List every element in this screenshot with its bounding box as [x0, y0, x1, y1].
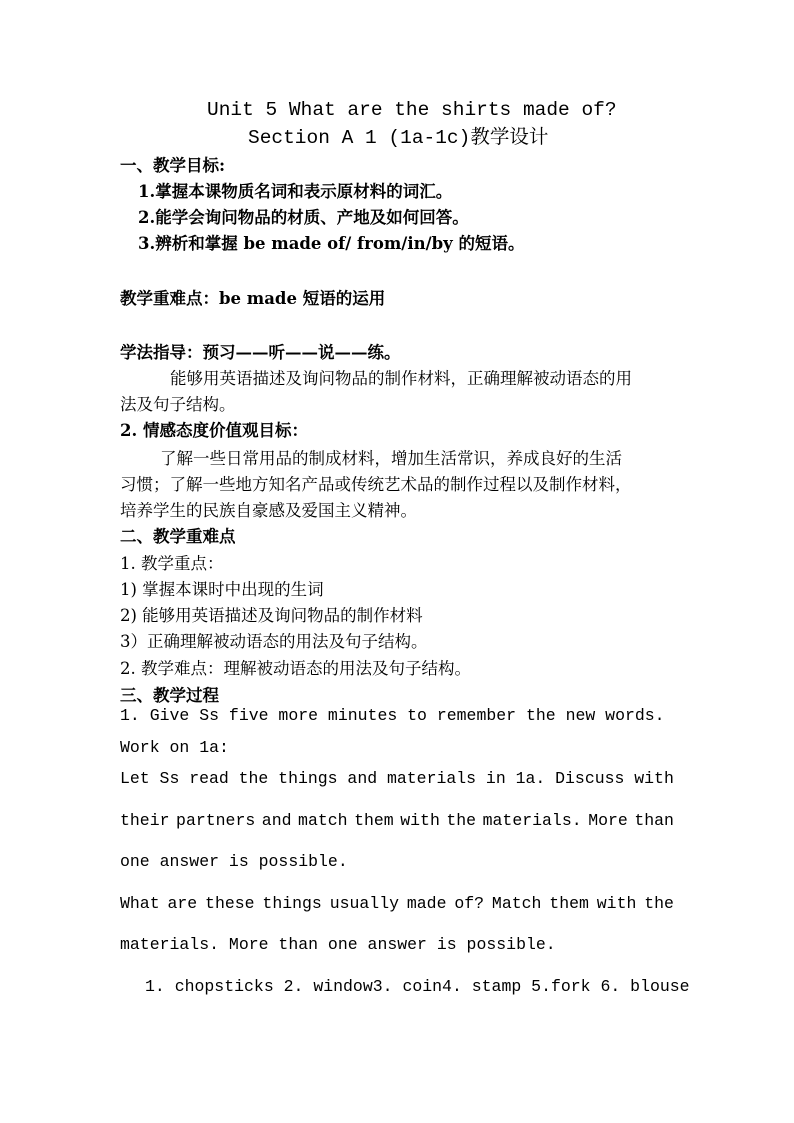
- method-paragraph-line-2: 法及句子结构。: [120, 395, 236, 414]
- difficulty-item-3: 3）正确理解被动语态的用法及句子结构。: [120, 632, 428, 651]
- title-line-2: [248, 127, 548, 148]
- word: are: [167, 894, 198, 913]
- word: made: [406, 894, 447, 913]
- difficulty-item-1: 1) 掌握本课时中出现的生词: [120, 580, 324, 599]
- word: 1a.: [515, 769, 546, 788]
- word: them: [549, 894, 589, 913]
- work-on-1a: Work on 1a:: [120, 738, 229, 757]
- word: with: [634, 769, 674, 788]
- word: Ss: [159, 769, 180, 788]
- word: usually: [329, 894, 400, 913]
- word: with: [400, 811, 440, 830]
- paragraph-1-line-2: [120, 811, 674, 831]
- paragraph-2-line-2: materials. More than one answer is possible.: [120, 935, 556, 954]
- word: Let: [120, 769, 150, 788]
- word: these: [205, 894, 255, 913]
- word: things: [278, 769, 338, 788]
- process-heading: 三、教学过程: [120, 686, 219, 705]
- word: and: [261, 811, 292, 830]
- goal-item-1: 1.掌握本课物质名词和表示原材料的词汇。: [138, 182, 453, 201]
- difficulties-sub-2: 2. 教学难点：理解被动语态的用法及句子结构。: [120, 659, 471, 678]
- word: and: [347, 769, 378, 788]
- items-list: 1. chopsticks 2. window3. coin4. stamp 5.fork 6. blouse: [145, 977, 690, 996]
- emotion-line-2: 习惯；了解一些地方知名产品或传统艺术品的制作过程以及制作材料，: [120, 475, 632, 494]
- emotion-heading: 2. 情感态度价值观目标：: [120, 421, 308, 440]
- word: the: [238, 769, 269, 788]
- goals-heading: 一、教学目标:: [120, 156, 226, 175]
- emotion-line-3: 培养学生的民族自豪感及爱国主义精神。: [120, 501, 417, 520]
- difficulty-item-2: 2) 能够用英语描述及询问物品的制作材料: [120, 606, 423, 625]
- word: partners: [176, 811, 256, 830]
- word: their: [120, 811, 170, 830]
- method-paragraph-line-1: 能够用英语描述及询问物品的制作材料，正确理解被动语态的用: [170, 369, 632, 388]
- method-heading: 学法指导：预习——听——说——练。: [120, 343, 401, 362]
- paragraph-2-line-1: [120, 894, 674, 914]
- emotion-line-1: 了解一些日常用品的制成材料，增加生活常识，养成良好的生活: [160, 449, 622, 468]
- word: read: [189, 769, 229, 788]
- difficulties-sub-1: 1. 教学重点：: [120, 554, 224, 573]
- word: of?: [454, 894, 485, 913]
- title-line-1: Unit 5 What are the shirts made of?: [207, 99, 617, 121]
- word: things: [262, 894, 322, 913]
- word: match: [298, 811, 348, 830]
- paragraph-1-line-3: one answer is possible.: [120, 852, 348, 871]
- title-suffix: 教学设计: [470, 125, 549, 148]
- word: Discuss: [555, 769, 625, 788]
- paragraph-1-line-1: [120, 769, 674, 789]
- process-step-1: 1. Give Ss five more minutes to remember the new words.: [120, 706, 665, 725]
- word: with: [596, 894, 637, 913]
- title-section: Section A 1 (1a-1c): [248, 127, 471, 149]
- word: More: [588, 811, 628, 830]
- word: than: [634, 811, 674, 830]
- word: them: [354, 811, 394, 830]
- word: materials: [386, 769, 477, 788]
- difficulties-heading: 二、教学重难点: [120, 527, 236, 546]
- goal-item-2: 2.能学会询问物品的材质、产地及如何回答。: [138, 208, 469, 227]
- word: What: [120, 894, 160, 913]
- goal-item-3: 3.辨析和掌握 be made of/ from/in/by 的短语。: [138, 234, 525, 253]
- word: the: [446, 811, 477, 830]
- word: materials.: [482, 811, 582, 830]
- word: the: [644, 894, 674, 913]
- key-point: 教学重难点：be made 短语的运用: [120, 289, 386, 308]
- word: in: [485, 769, 506, 788]
- word: Match: [491, 894, 542, 913]
